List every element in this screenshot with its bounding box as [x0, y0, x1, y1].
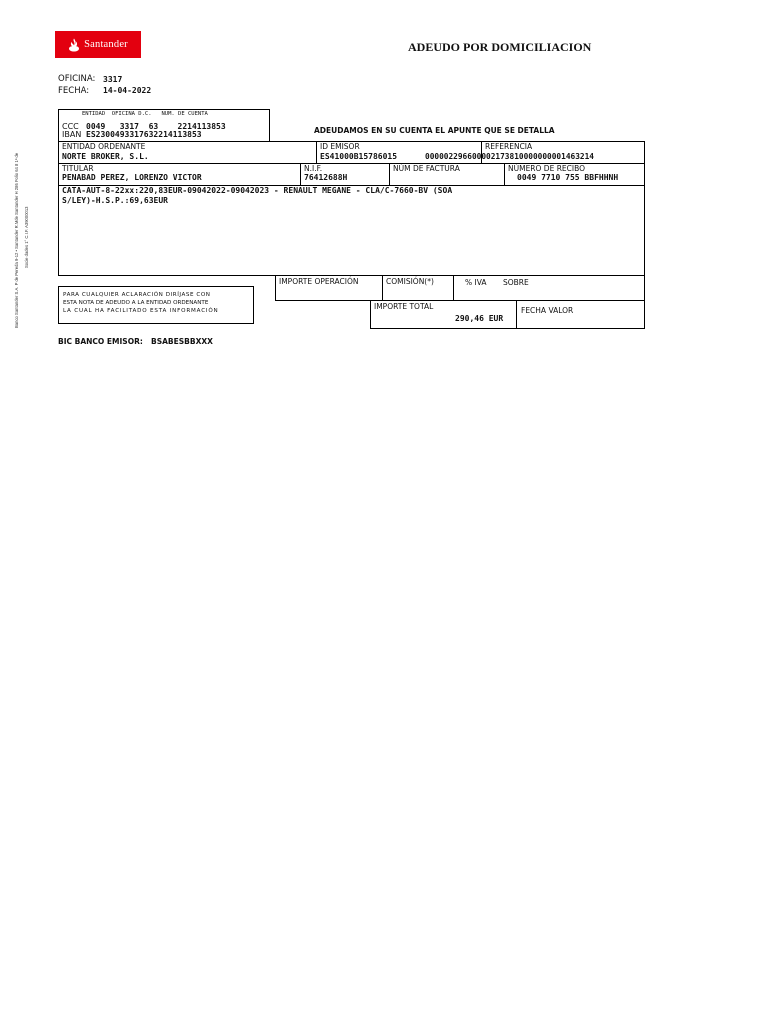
iva-label: % IVA [465, 278, 487, 287]
ordenante-value: NORTE BROKER, S.L. [62, 152, 149, 161]
oficina-label: OFICINA: [58, 74, 96, 84]
referencia-label: REFERENCIA [485, 142, 533, 151]
notice-text: ADEUDAMOS EN SU CUENTA EL APUNTE QUE SE DETALLA [314, 126, 555, 135]
oficina-value: 3317 [103, 75, 123, 84]
details-box [58, 141, 645, 276]
legal-line-1: Banco Santander S.A. P de Pereda 9-12 • Santander R.Mde Santander H 286 Folio 64 8 1ª de [14, 152, 19, 328]
iban-value: ES2300493317632214113853 [86, 130, 202, 139]
aclaracion-line-3: LA CUAL HA FACILITADO ESTA INFORMACIÓN [63, 308, 219, 314]
importe-operacion-label: IMPORTE OPERACIÓN [279, 277, 359, 286]
comision-label: COMISIÓN(*) [386, 277, 434, 286]
emisor-value: ES41000B15786015 [320, 152, 398, 161]
referencia-value: 000002296600002173810000000001463214 [425, 152, 594, 161]
importe-total-label: IMPORTE TOTAL [374, 302, 434, 311]
page-title: ADEUDO POR DOMICILIACION [408, 40, 592, 54]
sobre-label: SOBRE [503, 278, 529, 287]
legal-line-2: Socie dades 1° C.I.F. A39000013 [24, 206, 29, 268]
iban-label: IBAN [62, 130, 82, 139]
nif-value: 76412688H [304, 173, 348, 182]
recibo-value: 0049 7710 755 BBFHHNH [517, 173, 619, 182]
factura-label: NÚM DE FACTURA [393, 164, 460, 173]
concepto-line-2: S/LEY)-H.S.P.:69,63EUR [62, 196, 168, 205]
aclaracion-line-1: PARA CUALQUIER ACLARACIÓN DIRÍJASE CON [63, 292, 211, 298]
fecha-valor-label: FECHA VALOR [521, 306, 574, 315]
recibo-label: NÚMERO DE RECIBO [508, 164, 586, 173]
titular-value: PENABAD PEREZ, LORENZO VICTOR [62, 173, 202, 182]
ccc-label: CCC [62, 122, 79, 131]
account-header-labels: ENTIDAD OFICINA D.C. NUM. DE CUENTA [82, 111, 208, 117]
bic-value: BSABESBBXXX [151, 337, 213, 346]
fecha-label: FECHA: [58, 86, 90, 96]
bic-label: BIC BANCO EMISOR: [58, 337, 143, 346]
ccc-value: 0049 3317 63 2214113853 [86, 122, 226, 131]
fecha-value: 14-04-2022 [103, 86, 152, 95]
concepto-line-1: CATA-AUT-8-22xx:220,83EUR-09042022-09042023 - RENAULT MEGANE - CLA/C-7660-BV (SOA [62, 186, 453, 195]
aclaracion-line-2: ESTA NOTA DE ADEUDO A LA ENTIDAD ORDENANTE [63, 300, 209, 306]
santander-logo [55, 31, 141, 58]
brand-name: Santander [84, 39, 128, 50]
legal-sidebar [8, 86, 48, 331]
nif-label: N.I.F. [304, 164, 323, 173]
emisor-label: ID EMISOR [320, 142, 360, 151]
importe-total-value: 290,46 EUR [455, 314, 504, 323]
titular-label: TITULAR [62, 164, 94, 173]
ordenante-label: ENTIDAD ORDENANTE [62, 142, 146, 151]
santander-flame-icon [68, 38, 80, 52]
